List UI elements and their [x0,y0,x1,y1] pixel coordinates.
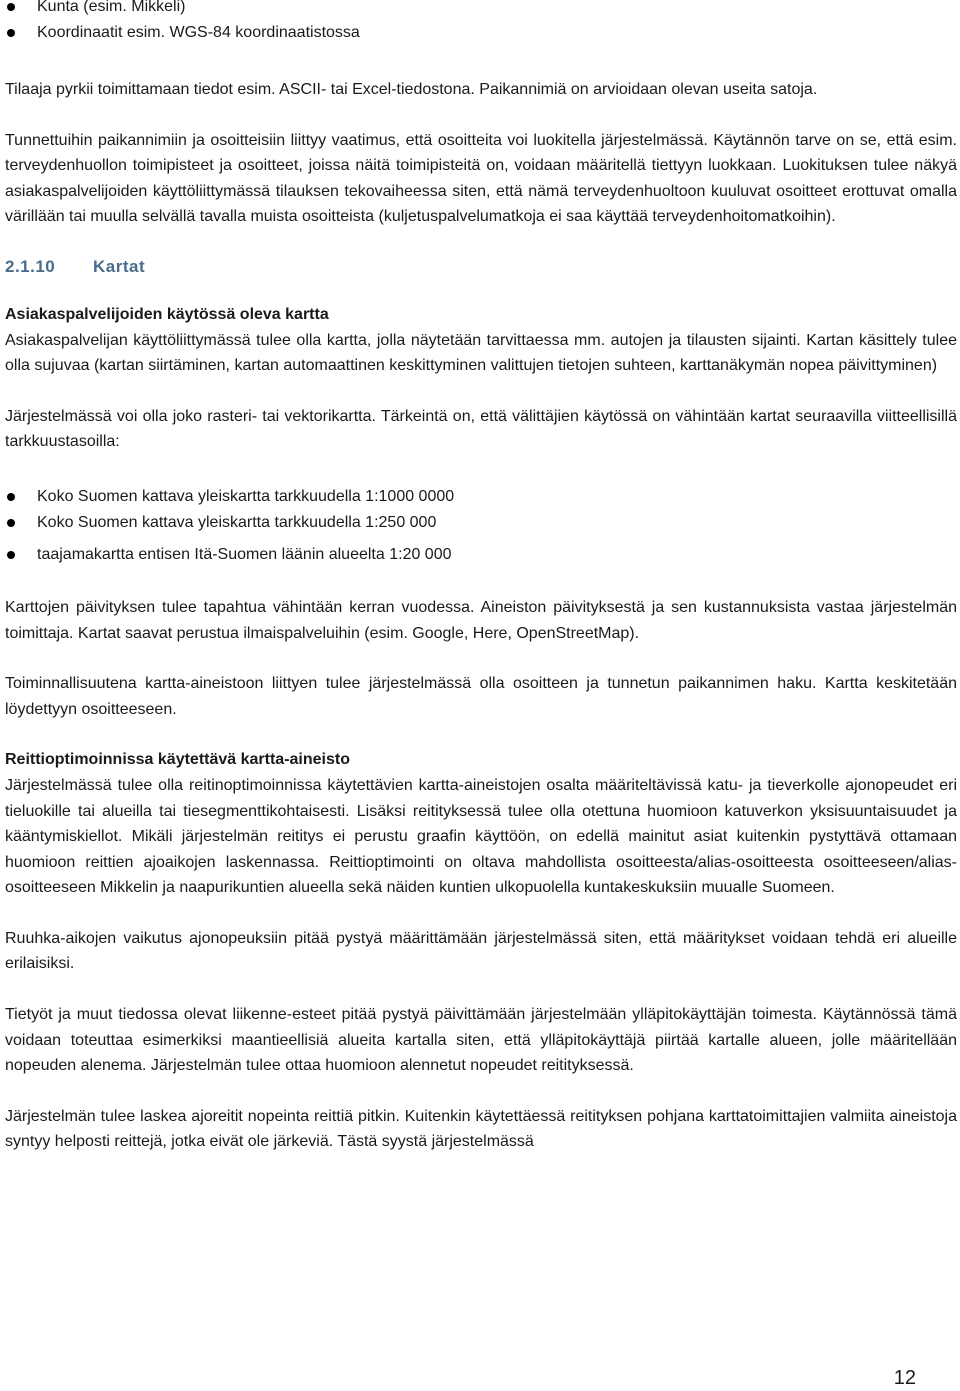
paragraph-reitinoptimoinnissa: Järjestelmässä tulee olla reitinoptimoinnissa käytettävien kartta-aineistojen osalta määriteltävissä katu- ja tieverkolle ajonopeudet eri tieluokille tai alueilla tai tiesegmenttikohtaisesti. Lisäksi reitityksessä tulee olla otettuna huomioon katuverkon yksisuuntaisuudet ja kääntymiskiellot. Mikäli järjestelmän reititys ei perustu graafin käyttöön, on edellä mainitut asiat kuitenkin pystyttävä ottamaan huomioon reittien ajoaikojen laskennassa. Reittioptimointi on oltava mahdollista osoitteesta/alias-osoitteesta osoitteeseen/alias-osoitteeseen Mikkelin ja naapurikuntien alueella sekä näiden kuntien ulkopuolella kuntakeskuksiin muualle Suomeen. [5,776,957,897]
list-item: taajamakartta entisen Itä-Suomen läänin alueelta 1:20 000 [5,542,957,568]
paragraph-tietyot: Tietyöt ja muut tiedossa olevat liikenne-esteet pitää pystyä päivittämään järjestelmään ylläpitokäyttäjän toimesta. Käytännössä tämä voidaan toteuttaa esimerkiksi maantieellisiä alueita kartalla siten, että ylläpitokäyttäjä piirtää kartalle alueen, jolle määritellään nopeuden alenema. Järjestelmän tulee ottaa huomioon alennetut nopeudet reitityksessä. [5,1006,957,1075]
list-item: Kunta (esim. Mikkeli) [5,0,957,20]
page-number: 12 [893,1367,916,1389]
paragraph-asiakaspalvelijan: Asiakaspalvelijan käyttöliittymässä tulee olla kartta, jolla näytetään tarvittaessa mm. autojen ja tilausten sijainti. Kartan käsittely tulee olla sujuvaa (kartan siirtäminen, kartan automaattinen keskittyminen valittujen tietojen suhteen, karttanäkymän nopea päivittyminen) [5,331,957,375]
location-bullet-list [5,0,957,46]
paragraph-tilaaja: Tilaaja pyrkii toimittamaan tiedot esim. ASCII- tai Excel-tiedostona. Paikannimiä on arvioidaan olevan useita satoja. [5,81,818,98]
list-item: Koko Suomen kattava yleiskartta tarkkuudella 1:250 000 [5,510,957,536]
section-heading [5,252,957,282]
document-page [5,0,957,1155]
map-scale-list [5,484,957,568]
paragraph-tunnettuihin: Tunnettuihin paikannimiin ja osoitteisiin liittyy vaatimus, että osoitteita voi luokitella järjestelmässä. Käytännön tarve on se, että esim. terveydenhuollon toimipisteet ja osoitteet, joissa näitä toimipisteitä on, voidaan määritellä tiettyyn luokkaan. Luokituksen tulee näkyä asiakaspalvelijoiden käyttöliittymässä tilauksen tekovaiheessa siten, että nämä terveydenhuoltoon kuuluvat osoitteet erottuvat omalla värillään tai muulla selvällä tavalla muista osoitteista (kuljetuspalvelumatkoja ei saa käyttää terveydenhoitomatkoihin). [5,131,957,226]
paragraph-jarjestelmassa: Järjestelmässä voi olla joko rasteri- tai vektorikartta. Tärkeintä on, että välittäjien käytössä on vähintään kartat seuraavilla viitteellisillä tarkkuustasoilla: [5,407,957,451]
paragraph-karttojen: Karttojen päivityksen tulee tapahtua vähintään kerran vuodessa. Aineiston päivityksestä ja sen kustannuksista vastaa järjestelmän toimittaja. Kartat saavat perustua ilmaispalveluihin (esim. Google, Here, OpenStreetMap). [5,598,957,642]
paragraph-ruuhka: Ruuhka-aikojen vaikutus ajonopeuksiin pitää pystyä määrittämään järjestelmässä siten, että määritykset voidaan tehdä eri alueille erilaisiksi. [5,929,957,973]
list-item: Koko Suomen kattava yleiskartta tarkkuudella 1:1000 0000 [5,484,957,510]
subheading-asiakaspalvelijoiden: Asiakaspalvelijoiden käytössä oleva kartta [5,305,329,323]
paragraph-laskea: Järjestelmän tulee laskea ajoreitit nopeinta reittiä pitkin. Kuitenkin käytettäessä reitityksen pohjana karttatoimittajien valmiita aineistoja syntyy helposti reittejä, jotka eivät ole järkeviä. Tästä syystä järjestelmässä [5,1107,957,1151]
section-title: Kartat [93,256,146,276]
subheading-reittioptimointi: Reittioptimoinnissa käytettävä kartta-aineisto [5,751,350,769]
list-item: Koordinaatit esim. WGS-84 koordinaatistossa [5,20,957,46]
paragraph-toiminnallisuutena: Toiminnallisuutena kartta-aineistoon liittyen tulee järjestelmässä olla osoitteen ja tunnetun paikannimen haku. Kartta keskitetään löydettyyn osoitteeseen. [5,675,957,718]
section-number: 2.1.10 [5,256,56,276]
